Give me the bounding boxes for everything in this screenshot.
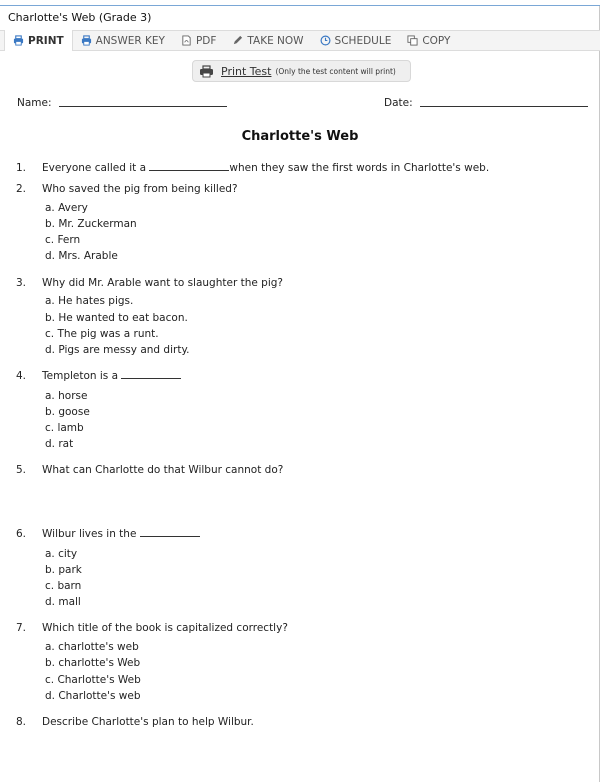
choice-item: a. horse: [45, 390, 88, 402]
choice-item: d. Pigs are messy and dirty.: [45, 344, 190, 356]
clock-icon: [320, 35, 331, 46]
question-6: [16, 528, 200, 540]
name-line: [59, 106, 227, 107]
question-text: Describe Charlotte's plan to help Wilbur.: [42, 716, 254, 728]
question-number: 1.: [16, 162, 27, 174]
choice-item: d. rat: [45, 438, 74, 450]
test-title: Charlotte's Web: [241, 129, 359, 144]
answer-key-label: ANSWER KEY: [95, 34, 165, 47]
question-text: What can Charlotte do that Wilbur cannot do?: [42, 464, 284, 476]
answer-key-button[interactable]: [73, 31, 173, 50]
choice-item: c. Fern: [45, 234, 81, 246]
choice-item: b. He wanted to eat bacon.: [45, 312, 188, 324]
question-number: 2.: [16, 183, 27, 195]
print-tab[interactable]: [4, 30, 73, 51]
question-5: [16, 464, 283, 476]
question-2: [16, 183, 238, 195]
schedule-label: SCHEDULE: [334, 34, 392, 47]
question-1: [16, 162, 489, 174]
print-test-box: [192, 60, 411, 82]
question-3: [16, 277, 283, 289]
choice-item: a. city: [45, 548, 78, 560]
question-number: 7.: [16, 622, 27, 634]
choice-item: c. lamb: [45, 422, 84, 434]
question-number: 5.: [16, 464, 27, 476]
choice-item: c. barn: [45, 580, 82, 592]
choice-item: b. charlotte's Web: [45, 657, 141, 669]
question-number: 3.: [16, 277, 27, 289]
choice-item: d. Charlotte's web: [45, 690, 141, 702]
pdf-icon: [181, 35, 192, 46]
choice-item: a. charlotte's web: [45, 641, 139, 653]
print-test-link[interactable]: Print Test: [221, 64, 272, 78]
window-title: Charlotte's Web (Grade 3): [8, 11, 152, 24]
question-text: Which title of the book is capitalized correctly?: [42, 622, 288, 634]
answer-blank: [140, 528, 200, 537]
printer-icon: [199, 65, 214, 78]
question-8: [16, 716, 254, 728]
choice-item: b. Mr. Zuckerman: [45, 218, 137, 230]
question-text-before: Everyone called it a: [42, 162, 150, 174]
print-tab-label: PRINT: [28, 34, 64, 47]
pencil-icon: [232, 35, 243, 46]
take-now-button[interactable]: [224, 31, 311, 50]
answer-blank: [121, 370, 181, 379]
question-number: 4.: [16, 370, 27, 382]
question-4: [16, 370, 181, 382]
question-text-before: Wilbur lives in the: [42, 528, 140, 540]
question-number: 8.: [16, 716, 27, 728]
choice-item: c. The pig was a runt.: [45, 328, 159, 340]
choice-item: b. goose: [45, 406, 90, 418]
take-now-label: TAKE NOW: [247, 34, 304, 47]
copy-label: COPY: [422, 34, 451, 47]
toolbar: [0, 30, 600, 51]
answer-blank: [149, 162, 229, 171]
pdf-button[interactable]: [173, 31, 224, 50]
pdf-label: PDF: [195, 34, 217, 47]
date-line: [420, 106, 588, 107]
name-label: Name:: [17, 97, 52, 109]
date-label: Date:: [384, 97, 413, 109]
schedule-button[interactable]: [312, 31, 400, 50]
copy-button[interactable]: [399, 31, 458, 50]
choice-item: b. park: [45, 564, 82, 576]
choice-item: c. Charlotte's Web: [45, 674, 141, 686]
print-test-note: (Only the test content will print): [275, 66, 396, 76]
choice-item: d. Mrs. Arable: [45, 250, 118, 262]
question-text: Why did Mr. Arable want to slaughter the pig?: [42, 277, 284, 289]
question-text: Who saved the pig from being killed?: [42, 183, 238, 195]
choice-item: a. He hates pigs.: [45, 295, 134, 307]
question-7: [16, 622, 288, 634]
choice-item: a. Avery: [45, 202, 88, 214]
question-number: 6.: [16, 528, 27, 540]
question-text-before: Templeton is a: [42, 370, 122, 382]
print-icon: [13, 35, 24, 46]
answer-key-printer-icon: [81, 35, 92, 46]
question-text-after: when they saw the first words in Charlotte's web.: [229, 162, 490, 174]
copy-icon: [407, 35, 418, 46]
choice-item: d. mall: [45, 596, 81, 608]
